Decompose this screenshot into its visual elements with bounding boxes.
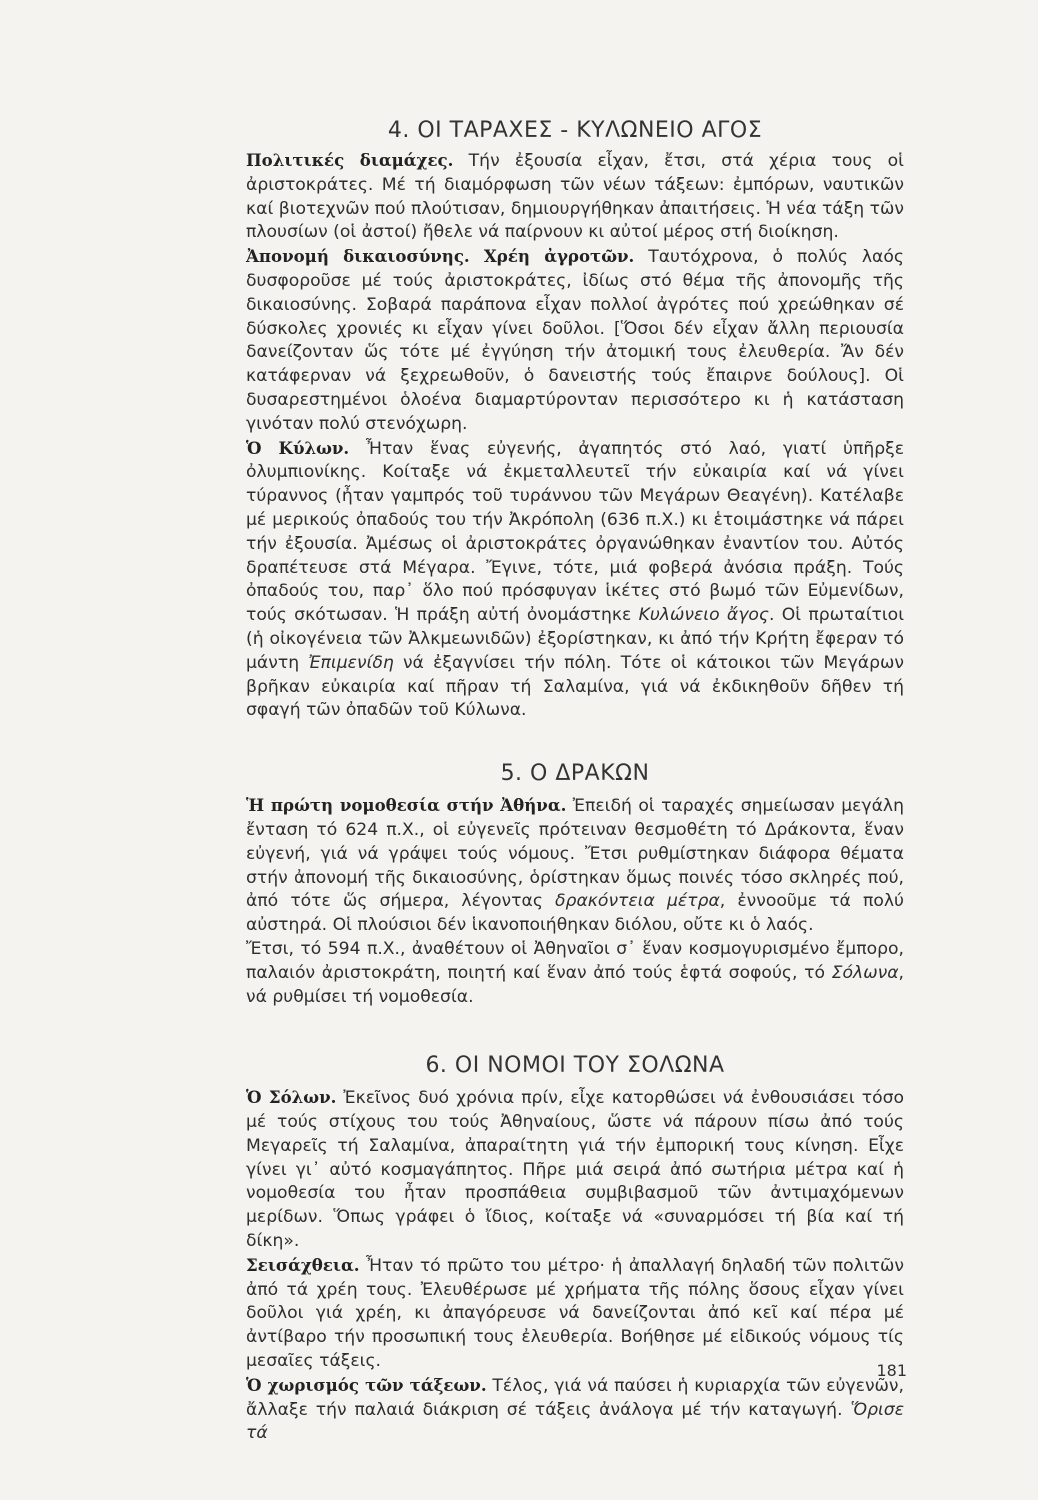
italic-term: Κυλώνειο ἄγος [638, 605, 769, 626]
section-6-paragraph-2 [246, 1254, 904, 1374]
paragraph-lead: Ἀπονομή δικαιοσύνης. Χρέη ἀγροτῶν. [246, 246, 635, 267]
section-6-paragraph-1 [246, 1086, 904, 1254]
section-4-paragraph-2 [246, 245, 904, 436]
section-5-paragraph-1 [246, 794, 904, 938]
paragraph-text: . Οἱ πρωταίτιοι (ἡ οἰκογένεια τῶν Ἀλκμεωνιδῶν) ἐξορίστηκαν, κι ἀπό τήν Κρήτη ἔφεραν τό μάντη [246, 605, 905, 673]
paragraph-lead: Σεισάχθεια. [246, 1254, 360, 1275]
section-5-paragraph-2 [246, 938, 904, 1009]
section-4-paragraph-1 [246, 149, 904, 245]
paragraph-text: Ἐπειδή οἱ ταραχές σημείωσαν μεγάλη ἔνταση τό 624 π.Χ., οἱ εὐγενεῖς πρότειναν θεσμοθέτη τό Δράκοντα, ἕναν εὐγενή, γιά νά γράψει τούς νόμους. Ἔτσι ρυθμίστηκαν διάφορα θέματα στήν ἀπονομή τῆς δικαιοσύνης, ὁρίστηκαν ὅμως ποινές τόσο σκληρές πού, ἀπό τότε ὥς σήμερα, λέγοντας [246, 796, 904, 912]
paragraph-text: Ἦταν τό πρῶτο του μέτρο· ἡ ἀπαλλαγή δηλαδή τῶν πολιτῶν ἀπό τά χρέη τους. Ἐλευθέρωσε μέ χρήματα τῆς πόλης ὅσους εἶχαν γίνει δοῦλοι γιά χρέη, κι ἀπαγόρευσε νά δανείζονται ἀπό κεῖ καί πέρα μέ ἀντίβαρο τήν προσωπική τους ἐλευθερία. Βοήθησε μέ εἰδικούς νόμους τίς μεσαῖες τάξεις. [246, 1255, 904, 1372]
section-4-paragraph-3 [246, 437, 904, 724]
paragraph-lead: Ὁ Κύλων. [246, 437, 350, 458]
italic-term: Σόλωνα [831, 962, 899, 983]
paragraph-text: Ταυτόχρονα, ὁ πολύς λαός δυσφοροῦσε μέ τούς ἀριστοκράτες, ἰδίως στό θέμα τῆς ἀπονομῆς τῆς δικαιοσύνης. Σοβαρά παράπονα εἶχαν πολλοί ἀγρότες πού χρεώθηκαν σέ δύσκολες χρονιές κι εἶχαν γίνει δοῦλοι. [Ὅσοι δέν εἶχαν ἄλλη περιουσία δανείζονταν ὥς τότε μέ ἐγγύηση τήν ἀτομική τους ἐλευθερία. Ἄν δέν κατάφερναν νά ξεχρεωθοῦν, ὁ δανειστής τούς ἔπαιρνε δούλους]. Οἱ δυσαρεστημένοι ὁλοένα διαμαρτύρονταν περισσότερο κι ἡ κατάσταση γινόταν πολύ στενόχωρη. [246, 247, 904, 434]
italic-term: Ὅρισε τά [246, 1399, 904, 1444]
section-4-title: 4. ΟΙ ΤΑΡΑΧΕΣ - ΚΥΛΩΝΕΙΟ ΑΓΟΣ [387, 118, 763, 143]
paragraph-text: Ἐκεῖνος δυό χρόνια πρίν, εἶχε κατορθώσει νά ἐνθουσιάσει τόσο μέ τούς στίχους του τούς Ἀθηναίους, ὥστε νά πάρουν πίσω ἀπό τούς Μεγαρεῖς τή Σαλαμίνα, ἀπαραίτητη γιά τήν ἐμπορική τους κίνηση. Εἶχε γίνει γι᾽ αὐτό κοσμαγάπητος. Πῆρε μιά σειρά ἀπό σωτήρια μέτρα καί ἡ νομοθεσία του ἦταν προσπάθεια συμβιβασμοῦ τῶν ἀντιμαχόμενων μερίδων. Ὅπως γράφει ὁ ἴδιος, κοίταξε νά «συναρμόσει τή βία καί τή δίκη». [246, 1088, 904, 1252]
paragraph-lead: Ἡ πρώτη νομοθεσία στήν Ἀθήνα. [246, 795, 567, 816]
section-5-title: 5. Ο ΔΡΑΚΩΝ [500, 761, 650, 787]
italic-term: Ἐπιμενίδη [308, 652, 394, 673]
italic-term: δρακόντεια μέτρα [555, 891, 720, 912]
paragraph-text: Ἔτσι, τό 594 π.Χ., ἀναθέτουν οἱ Ἀθηναῖοι σ᾽ ἕναν κοσμογυρισμένο ἔμπορο, παλαιόν ἀριστοκράτη, ποιητή καί ἕναν ἀπό τούς ἑφτά σοφούς, τό [246, 938, 904, 983]
paragraph-lead: Ὁ Σόλων. [246, 1087, 337, 1108]
paragraph-text: , νά ρυθμίσει τή νομοθεσία. [246, 962, 904, 1007]
paragraph-text: , ἐννοοῦμε τά πολύ αὐστηρά. Οἱ πλούσιοι δέν ἱκανοποιήθηκαν διόλου, οὔτε κι ὁ λαός. [246, 891, 904, 936]
text-column [246, 118, 904, 1446]
paragraph-text: Ἦταν ἕνας εὐγενής, ἀγαπητός στό λαό, γιατί ὑπῆρξε ὀλυμπιονίκης. Κοίταξε νά ἐκμεταλλευτεῖ τήν εὐκαιρία καί νά γίνει τύραννος (ἦταν γαμπρός τοῦ τυράννου τῶν Μεγάρων Θεαγένη). Κατέλαβε μέ μερικούς ὀπαδούς του τήν Ἀκρόπολη (636 π.Χ.) κι ἑτοιμάστηκε νά πάρει τήν ἐξουσία. Ἀμέσως οἱ ἀριστοκράτες ὀργανώθηκαν ἐναντίον του. Αὐτός δραπέτευσε στά Μέγαρα. Ἔγινε, τότε, μιά φοβερά ἀνόσια πράξη. Τούς ὀπαδούς του, παρ᾽ ὅλο πού πρόσφυγαν ἱκέτες στό βωμό τῶν Εὐμενίδων, τούς σκότωσαν. Ἡ πράξη αὐτή ὀνομάστηκε [246, 438, 904, 626]
paragraph-text: Τήν ἐξουσία εἶχαν, ἔτσι, στά χέρια τους οἱ ἀριστοκράτες. Μέ τή διαμόρφωση τῶν νέων τάξεων: ἐμπόρων, ναυτικῶν καί βιοτεχνῶν πού πλούτισαν, δημιουργήθηκαν ἀπαιτήσεις. Ἡ νέα τάξη τῶν πλουσίων (οἱ ἀστοί) ἤθελε νά παίρνουν κι αὐτοί μέρος στή διοίκηση. [246, 151, 904, 243]
paragraph-text: Τέλος, γιά νά παύσει ἡ κυριαρχία τῶν εὐγενῶν, ἄλλαξε τήν παλαιά διάκριση σέ τάξεις ἀνάλογα μέ τήν καταγωγή. [246, 1375, 904, 1420]
section-6-title: 6. ΟΙ ΝΟΜΟΙ ΤΟΥ ΣΟΛΩΝΑ [425, 1053, 725, 1079]
paragraph-lead: Πολιτικές διαμάχες. [246, 150, 454, 170]
section-6-paragraph-3 [246, 1374, 904, 1446]
page-number: 181 [876, 1361, 907, 1380]
paragraph-lead: Ὁ χωρισμός τῶν τάξεων. [246, 1374, 487, 1395]
paragraph-text: νά ἐξαγνίσει τήν πόλη. Τότε οἱ κάτοικοι τῶν Μεγάρων βρῆκαν εὐκαιρία καί πῆραν τή Σαλαμίνα, γιά νά ἐκδικηθοῦν δῆθεν τή σφαγή τῶν ὀπαδῶν τοῦ Κύλωνα. [246, 652, 904, 721]
